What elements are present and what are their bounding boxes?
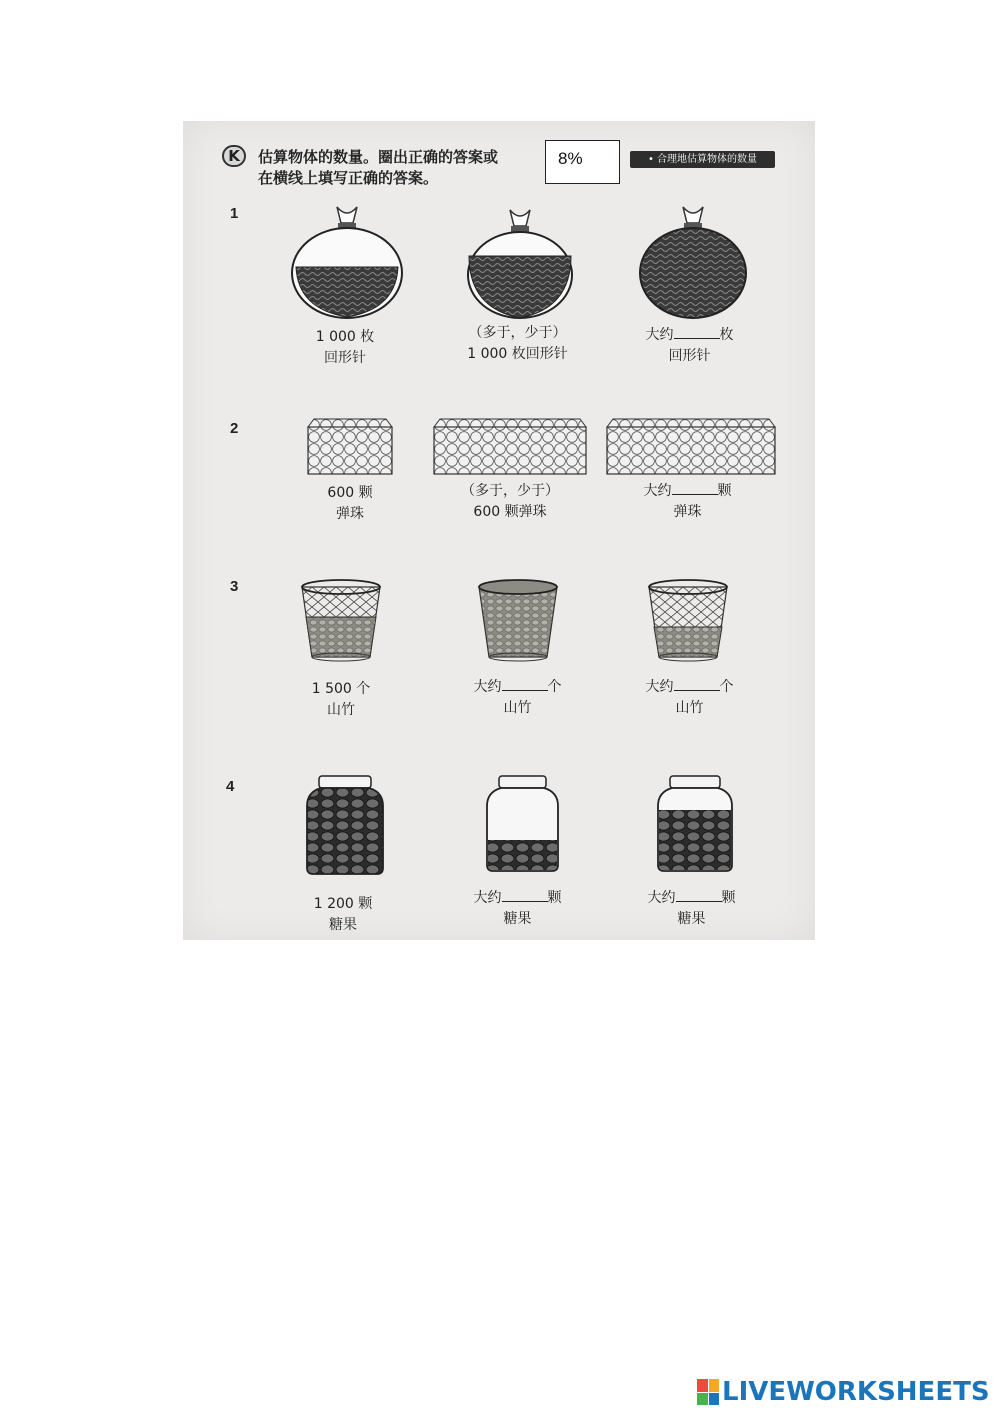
marble-block-image <box>607 419 775 475</box>
question-number-2: 2 <box>230 420 239 437</box>
caption-q3-reference: 1 500 个 山竹 <box>311 681 371 718</box>
answer-blank[interactable] <box>674 677 720 691</box>
objective-label: • 合理地估算物体的数量 <box>630 151 775 168</box>
candy-jar-image <box>305 776 385 875</box>
caption-q4-estimate-1: 大约 颗 糖果 <box>473 890 562 927</box>
mangosteen-basket-image <box>647 577 729 661</box>
logo-mark-icon <box>697 1379 719 1405</box>
mangosteen-basket-image <box>477 577 559 661</box>
caption-q3-estimate-2: 大约 个 山竹 <box>645 679 734 716</box>
marble-block-image <box>434 419 586 475</box>
brand-text: LIVEWORKSHEETS <box>722 1377 990 1407</box>
score-answer-box[interactable]: 8% <box>545 140 620 184</box>
answer-blank[interactable] <box>674 325 720 339</box>
caption-q4-reference: 1 200 颗 糖果 <box>313 896 373 933</box>
answer-blank[interactable] <box>502 888 548 902</box>
paperclip-bag-image <box>465 208 577 320</box>
mangosteen-basket-image <box>300 577 382 661</box>
marble-block-image <box>308 419 392 475</box>
instruction-text: 估算物体的数量。圈出正确的答案或 在横线上填写正确的答案。 <box>258 148 499 187</box>
caption-q2-estimate: 大约 颗 弹珠 <box>643 483 732 520</box>
caption-q1-reference: 1 000 枚 回形针 <box>315 329 375 366</box>
answer-blank[interactable] <box>502 677 548 691</box>
liveworksheets-logo <box>697 1377 990 1407</box>
answer-blank[interactable] <box>676 888 722 902</box>
paperclip-bag-image <box>290 205 404 320</box>
caption-q3-estimate-1: 大约 个 山竹 <box>473 679 562 716</box>
caption-q1-compare[interactable]: （多于，少于） 1 000 枚回形针 <box>467 325 568 362</box>
section-badge: K <box>222 145 246 167</box>
question-number-3: 3 <box>230 578 239 595</box>
caption-q2-compare[interactable]: （多于，少于） 600 颗弹珠 <box>461 483 559 520</box>
caption-q2-reference: 600 颗 弹珠 <box>327 485 373 522</box>
question-number-4: 4 <box>226 778 235 795</box>
caption-q4-estimate-2: 大约 颗 糖果 <box>647 890 736 927</box>
caption-q1-estimate: 大约 枚 回形针 <box>645 327 734 364</box>
answer-blank[interactable] <box>672 481 718 495</box>
question-number-1: 1 <box>230 205 239 222</box>
candy-jar-image <box>656 776 734 872</box>
candy-jar-image <box>485 776 560 872</box>
paperclip-bag-image <box>638 205 750 320</box>
